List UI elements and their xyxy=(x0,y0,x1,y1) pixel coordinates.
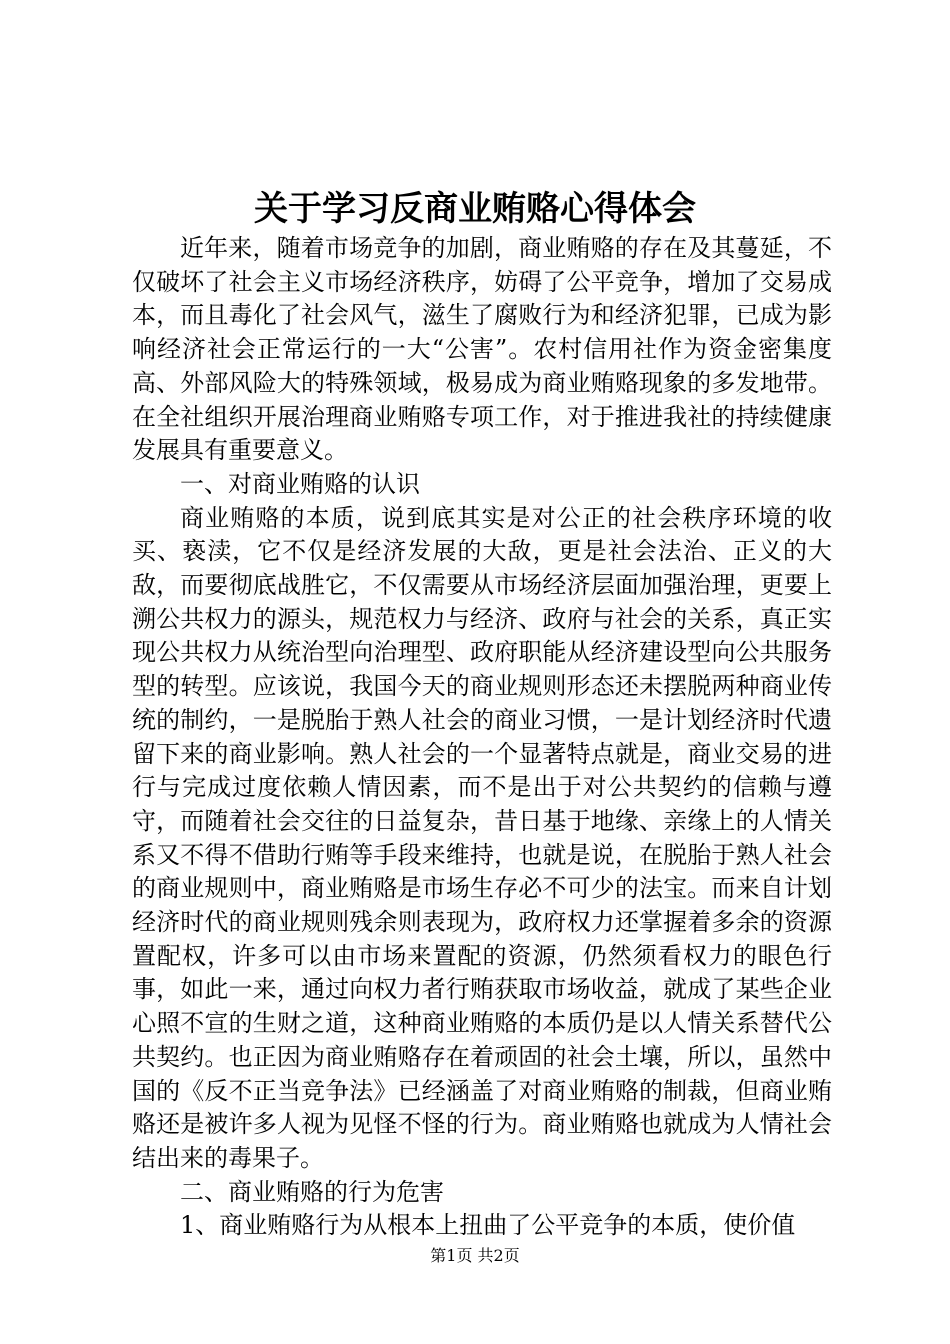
section-1-paragraph: 商业贿赂的本质，说到底其实是对公正的社会秩序环境的收买、亵渎，它不仅是经济发展的大敌，更是社会法治、正义的大敌，而要彻底战胜它，不仅需要从市场经济层面加强治理，更要上溯公共权力的源头，规范权力与经济、政府与社会的关系，真正实现公共权力从统治型向治理型、政府职能从经济建设型向公共服务型的转型。应该说，我国今天的商业规则形态还未摆脱两种商业传统的制约，一是脱胎于熟人社会的商业习惯，一是计划经济时代遗留下来的商业影响。熟人社会的一个显著特点就是，商业交易的进行与完成过度依赖人情因素，而不是出于对公共契约的信赖与遵守，而随着社会交往的日益复杂，昔日基于地缘、亲缘上的人情关系又不得不借助行贿等手段来维持，也就是说，在脱胎于熟人社会的商业规则中，商业贿赂是市场生存必不可少的法宝。而来自计划经济时代的商业规则残余则表现为，政府权力还掌握着多余的资源置配权，许多可以由市场来置配的资源，仍然须看权力的眼色行事，如此一来，通过向权力者行贿获取市场收益，就成了某些企业心照不宣的生财之道，这种商业贿赂的本质仍是以人情关系替代公共契约。也正因为商业贿赂存在着顽固的社会土壤，所以，虽然中国的《反不正当竞争法》已经涵盖了对商业贿赂的制裁，但商业贿赂还是被许多人视为见怪不怪的行为。商业贿赂也就成为人情社会结出来的毒果子。 xyxy=(132,503,832,1172)
section-heading-1: 一、对商业贿赂的认识 xyxy=(180,469,420,498)
intro-paragraph: 近年来，随着市场竞争的加剧，商业贿赂的存在及其蔓延，不仅破坏了社会主义市场经济秩序，妨碍了公平竞争，增加了交易成本，而且毒化了社会风气，滋生了腐败行为和经济犯罪，已成为影响经济社会正常运行的一大“公害”。农村信用社作为资金密集度高、外部风险大的特殊领域，极易成为商业贿赂现象的多发地带。在全社组织开展治理商业贿赂专项工作，对于推进我社的持续健康发展具有重要意义。 xyxy=(132,234,832,465)
document-body xyxy=(132,232,832,1243)
section-heading-2: 二、商业贿赂的行为危害 xyxy=(180,1177,444,1206)
page-footer: 第1页 共2页 xyxy=(430,1246,520,1265)
section-2-paragraph: 1、商业贿赂行为从根本上扭曲了公平竞争的本质，使价值 xyxy=(180,1211,796,1240)
document-title: 关于学习反商业贿赂心得体会 xyxy=(254,189,696,229)
